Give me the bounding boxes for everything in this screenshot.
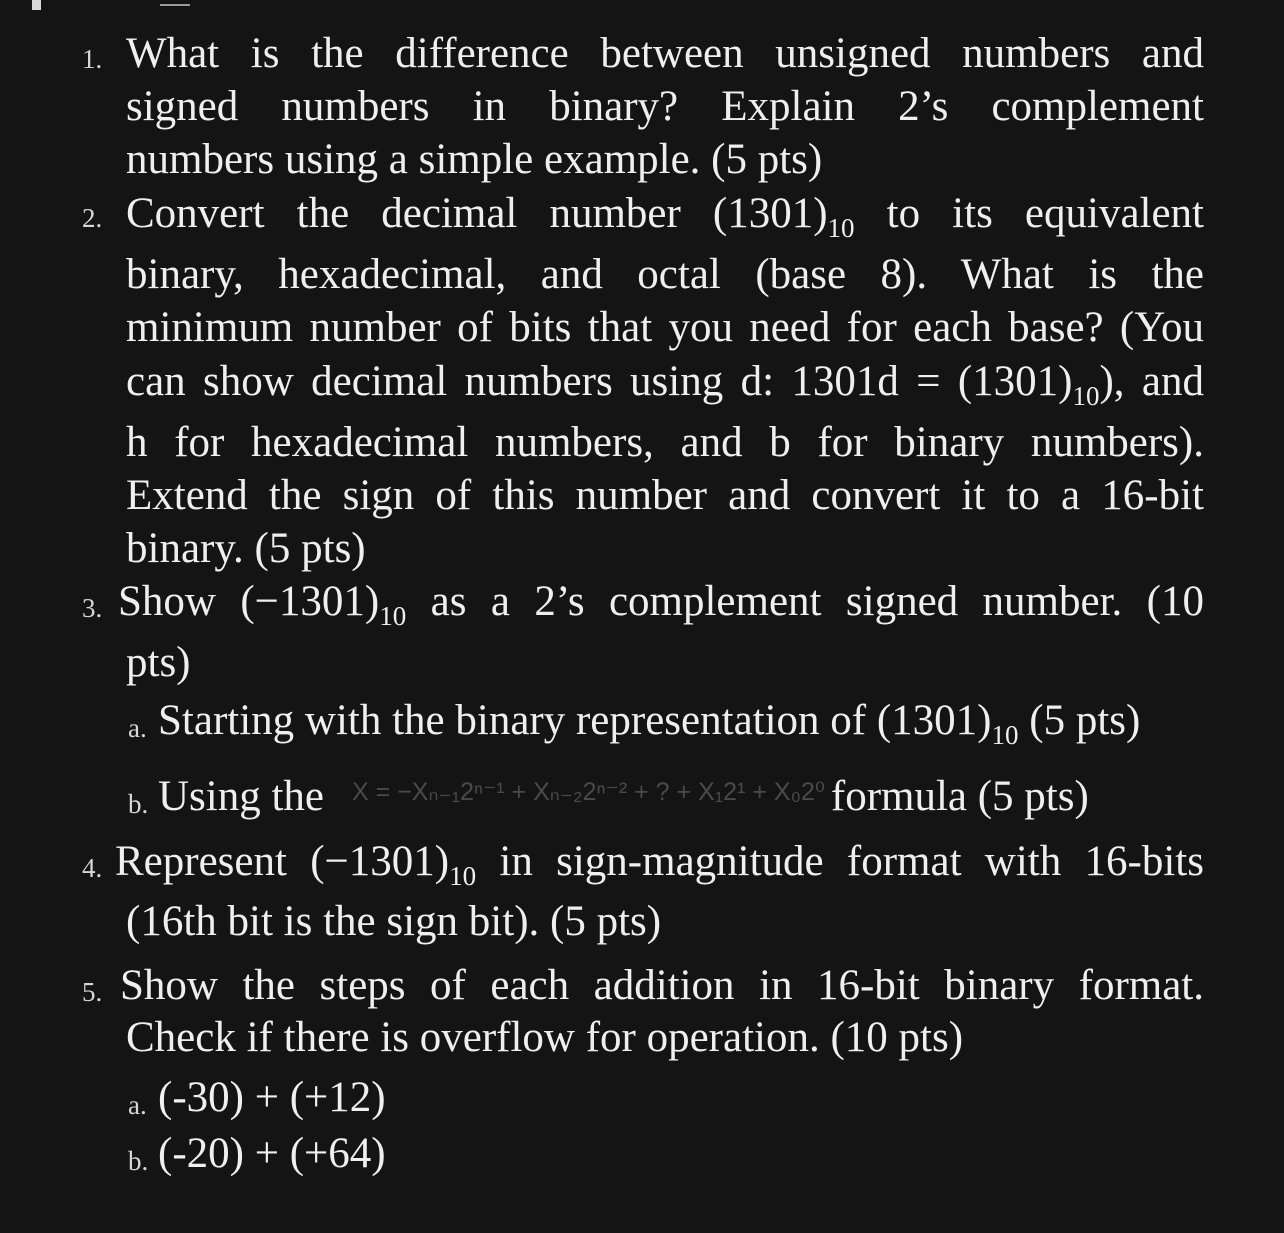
top-edge-fragment (160, 0, 190, 6)
q2-line-4 (126, 358, 1204, 411)
q2-line-7: binary. (5 pts) (126, 525, 366, 572)
q4-line-1 (115, 838, 1204, 891)
q5-line-2: Check if there is overflow for operation. (10 pts) (126, 1014, 964, 1061)
q3-line-1-post: as a 2’s complement signed number. (10 (406, 578, 1204, 625)
q3-line-1-pre: Show (−1301) (118, 578, 380, 625)
q1-line-3: numbers using a simple example. (5 pts) (126, 136, 823, 183)
q3a-post: (5 pts) (1018, 697, 1141, 744)
q3-line-1 (118, 578, 1204, 631)
q5b-text: (-20) + (+64) (158, 1130, 386, 1177)
q2-line-1 (126, 190, 1205, 243)
q3a-letter: a. (128, 713, 147, 743)
q1-line-2: signed numbers in binary? Explain 2’s complement (126, 83, 1204, 130)
q2-number: 2. (82, 203, 103, 233)
q5a-letter: a. (128, 1090, 147, 1120)
q2-line-1-subscript: 10 (827, 213, 855, 243)
q2-line-1-post: to its equivalent (854, 190, 1205, 237)
q4-line-1-subscript: 10 (449, 861, 477, 891)
q3-line-2: pts) (126, 639, 191, 686)
q2-line-4-pre: can show decimal numbers using d: 1301d = (1301) (126, 358, 1073, 405)
q3b-letter: b. (128, 789, 149, 819)
q3b-text (158, 775, 1198, 818)
q3-number: 3. (82, 593, 103, 623)
twos-complement-formula: X = −Xₙ₋₁2ⁿ⁻¹ + Xₙ₋₂2ⁿ⁻² + ? + X₁2¹ + X₀2⁰ (352, 778, 825, 806)
q3b-pre: Using the (158, 773, 325, 820)
q4-number: 4. (82, 853, 103, 883)
q5-number: 5. (82, 977, 103, 1007)
q3a-pre: Starting with the binary representation of (1301) (158, 697, 992, 744)
q4-line-2: (16th bit is the sign bit). (5 pts) (126, 898, 662, 945)
q5-line-1: Show the steps of each addition in 16-bit binary format. (120, 962, 1204, 1009)
q2-line-2: binary, hexadecimal, and octal (base 8). What is the (126, 251, 1204, 298)
q2-line-1-pre: Convert the decimal number (1301) (126, 190, 828, 237)
q1-line-1: What is the difference between unsigned numbers and (126, 30, 1204, 77)
top-edge-mark (32, 0, 41, 10)
q2-line-4-subscript: 10 (1072, 381, 1100, 411)
q3a-text (158, 697, 1198, 750)
q3a-subscript: 10 (991, 720, 1019, 750)
q3-line-1-subscript: 10 (379, 601, 407, 631)
q3b-post: formula (5 pts) (830, 773, 1089, 820)
q4-line-1-post: in sign-magnitude format with 16-bits (476, 838, 1204, 885)
q2-line-6: Extend the sign of this number and convert it to a 16-bit (126, 472, 1204, 519)
q2-line-4-post: ), and (1099, 358, 1204, 405)
q5a-text: (-30) + (+12) (158, 1074, 386, 1121)
q2-line-3: minimum number of bits that you need for each base? (You (126, 304, 1204, 351)
q4-line-1-pre: Represent (−1301) (115, 838, 450, 885)
q1-number: 1. (82, 44, 103, 74)
q2-line-5: h for hexadecimal numbers, and b for binary numbers). (126, 419, 1204, 466)
q5b-letter: b. (128, 1146, 149, 1176)
